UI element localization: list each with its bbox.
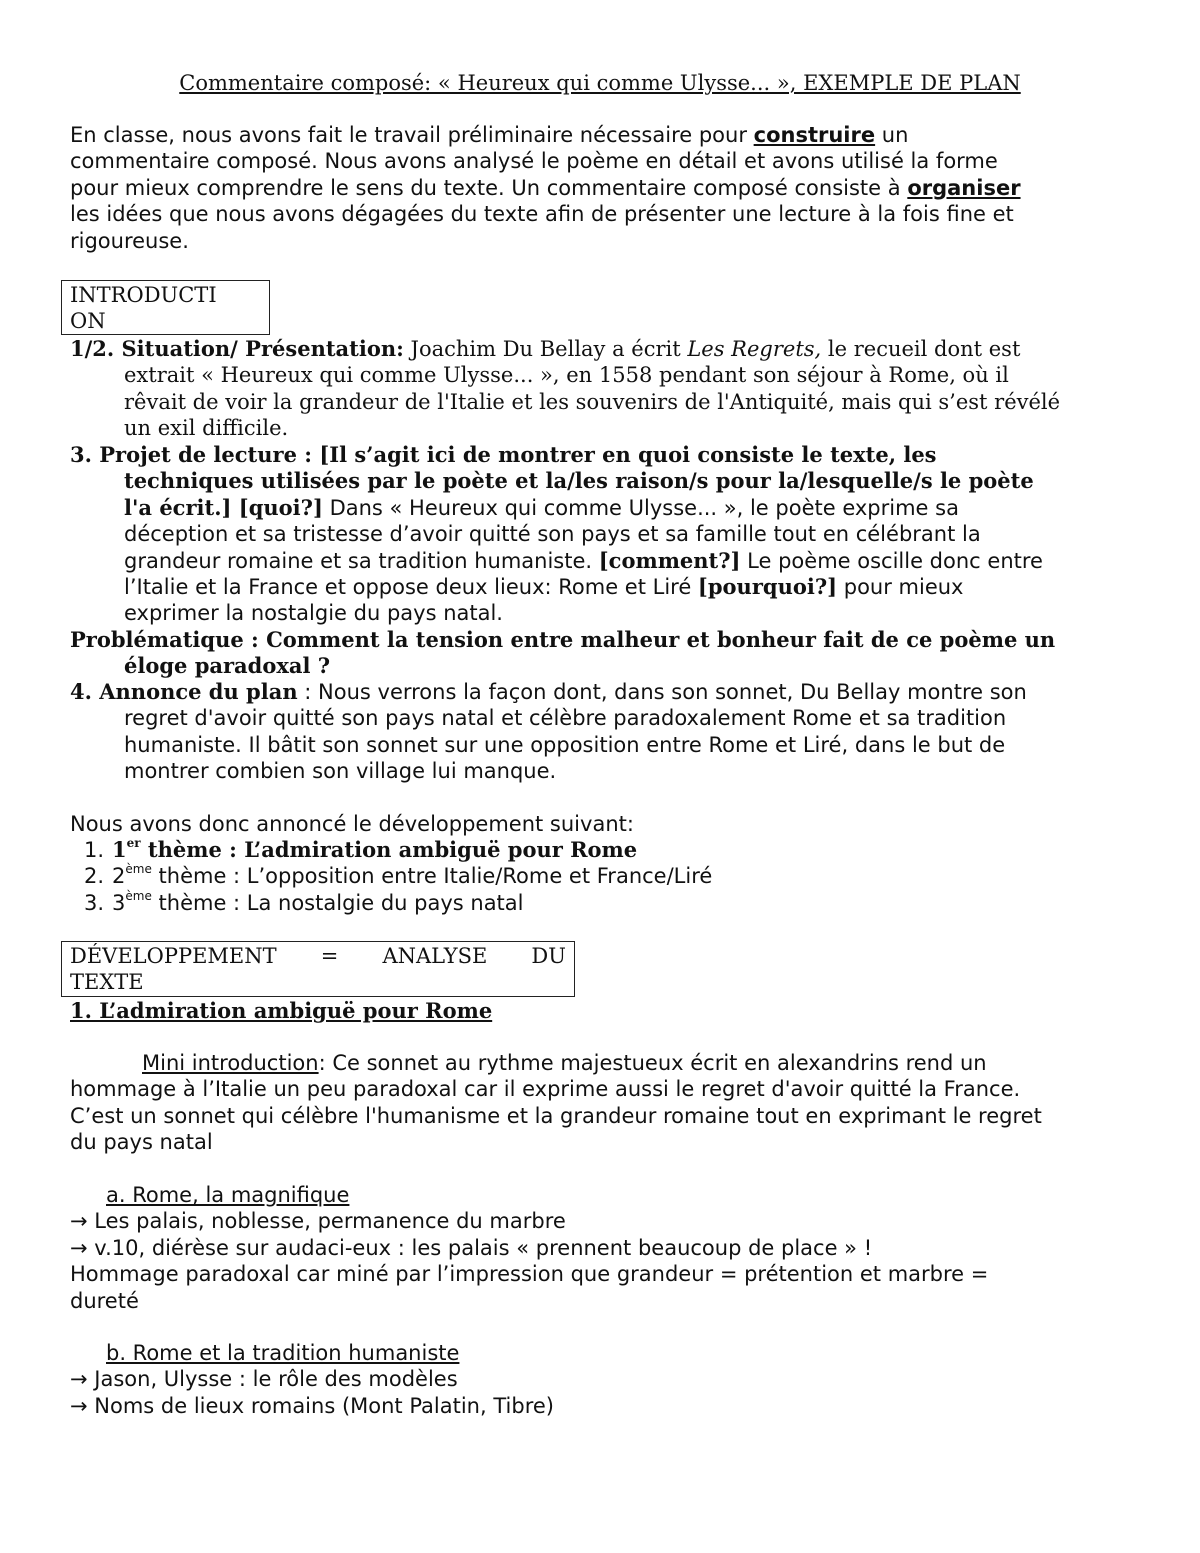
projet-text: l’Italie et la France et oppose deux lieux: Rome et Liré [124,574,698,599]
section-1-title-text: 1. L’admiration ambiguë pour Rome [70,998,493,1023]
projet-line-4: déception et sa tristesse d’avoir quitté son pays et sa famille tout en célébrant la [124,522,981,547]
arrow-right-icon: → [70,1235,88,1260]
theme-number: 2. [83,864,104,889]
theme-item [70,890,1130,916]
annonce-line-1 [70,679,1130,705]
mini-intro-label: Mini introduction [142,1051,319,1075]
theme-ordinal: 2 [112,864,126,889]
heading-word: ANALYSE [382,944,488,968]
bullet-item [70,1208,1130,1234]
emphasis-construire: construire [753,123,876,147]
introduction-heading-line-1: INTRODUCTI [70,283,217,307]
theme-item [70,837,1130,863]
theme-ordinal: 1 [112,837,127,862]
intro-text: pour mieux comprendre le sens du texte. Un commentaire composé consiste à [70,175,908,200]
projet-line-3 [70,495,1130,521]
theme-ordinal-suffix: ème [125,862,152,877]
intro-line-4: les idées que nous avons dégagées du texte afin de présenter une lecture à la fois fine et [70,202,1014,227]
projet-line-5 [70,548,1130,574]
projet-pourquoi: [pourquoi?] [697,573,838,599]
projet-comment: [comment?] [598,547,741,573]
situation-line-3: rêvait de voir la grandeur de l'Italie et les souvenirs de l'Antiquité, mais qui s’est révélé [124,389,1061,414]
subsection-b-title: b. Rome et la tradition humaniste [106,1341,460,1365]
situation-line-4: un exil difficile. [124,416,289,441]
situation-text: Joachim Du Bellay a écrit [403,337,688,361]
subsection-a-line-4: dureté [70,1288,139,1313]
problematique-line-2: éloge paradoxal ? [124,653,331,679]
theme-ordinal: 3 [112,890,126,915]
intro-paragraph [70,122,1130,254]
annonce-section [70,679,1130,785]
annonce-line-3: humaniste. Il bâtit son sonnet sur une opposition entre Rome et Liré, dans le but de [124,732,1006,757]
annonce-line-2: regret d'avoir quitté son pays natal et célèbre paradoxalement Rome et sa tradition [124,706,1007,731]
mini-intro-text: : Ce sonnet au rythme majestueux écrit en alexandrins rend un [318,1051,987,1075]
bullet-item [70,1235,1130,1261]
mini-intro-line-3: C’est un sonnet qui célèbre l'humanisme et la grandeur romaine tout en exprimant le regret [70,1103,1042,1128]
arrow-right-icon: → [70,1209,88,1234]
projet-line-1: 3. Projet de lecture : [Il s’agit ici de montrer en quoi consiste le texte, les [70,442,937,467]
intro-text: En classe, nous avons fait le travail préliminaire nécessaire pour [70,123,754,147]
developpement-heading-line-2: TEXTE [70,970,144,995]
situation-section [70,336,1130,442]
intro-line-5: rigoureuse. [70,228,189,253]
heading-word: DÉVELOPPEMENT [70,944,277,968]
projet-line-7: exprimer la nostalgie du pays natal. [124,601,503,626]
heading-word: DU [531,944,566,968]
intro-line-1 [70,122,1130,148]
subsection-a-line-3: Hommage paradoxal car miné par l’impression que grandeur = prétention et marbre = [70,1262,989,1287]
theme-item [70,863,1130,889]
annonce-line-4: montrer combien son village lui manque. [124,759,557,784]
subsection-b [70,1340,1130,1419]
theme-ordinal-suffix: ème [125,888,152,903]
developpement-heading-box [61,941,575,997]
theme-number: 1. [83,838,104,862]
arrow-right-icon: → [70,1393,88,1418]
projet-text: pour mieux [837,574,964,599]
problematique-line-1: Problématique : Comment la tension entre malheur et bonheur fait de ce poème un [70,627,1056,652]
bullet-text: Noms de lieux romains (Mont Palatin, Tibre) [87,1393,554,1418]
bullet-text: Les palais, noblesse, permanence du marbre [87,1209,566,1234]
annonce-text: : Nous verrons la façon dont, dans son sonnet, Du Bellay montre son [297,680,1027,704]
projet-line-6 [70,574,1130,600]
developpement-intro [70,811,1130,837]
projet-text: Dans « Heureux qui comme Ulysse... », le poète exprime sa [322,495,959,520]
themes-list [70,837,1130,916]
emphasis-organiser: organiser [907,175,1021,200]
situation-label: 1/2. Situation/ Présentation: [70,336,404,361]
developpement-heading-line-1 [70,943,566,969]
book-title-les-regrets: Les Regrets, [687,337,822,361]
section-1-title [70,998,1130,1024]
arrow-right-icon: → [70,1367,88,1392]
subsection-a-title: a. Rome, la magnifique [106,1183,350,1207]
introduction-heading-box [61,280,270,335]
subsection-a [70,1182,1130,1314]
heading-word: = [320,944,339,968]
situation-line-2: extrait « Heureux qui comme Ulysse... », en 1558 pendant son séjour à Rome, où il [124,363,1009,388]
problematique-section [70,627,1130,680]
intro-line-3 [70,175,1130,201]
mini-intro-line-1 [70,1050,1130,1076]
bullet-text: Jason, Ulysse : le rôle des modèles [87,1367,458,1392]
page-title: Commentaire composé: « Heureux qui comme Ulysse... », EXEMPLE DE PLAN [179,71,1021,95]
bullet-item [70,1366,1130,1392]
theme-text: thème : La nostalgie du pays natal [151,890,524,915]
projet-line-2: techniques utilisées par le poète et la/les raison/s pour la/lesquelle/s le poète [124,468,1034,494]
intro-line-2: commentaire composé. Nous avons analysé le poème en détail et avons utilisé la forme [70,149,998,174]
bullet-text: v.10, diérèse sur audaci-eux : les palais « prennent beaucoup de place » ! [87,1235,873,1260]
theme-text: thème : L’admiration ambiguë pour Rome [140,837,638,862]
situation-text: le recueil dont est [821,337,1021,361]
projet-section [70,442,1130,627]
theme-text: thème : L’opposition entre Italie/Rome et France/Liré [151,864,713,889]
mini-introduction [70,1050,1130,1156]
projet-text: Le poème oscille donc entre [740,548,1043,573]
projet-quoi: l'a écrit.] [quoi?] [124,494,323,520]
mini-intro-line-2: hommage à l’Italie un peu paradoxal car il exprime aussi le regret d'avoir quitté la France. [70,1077,1021,1102]
bullet-item [70,1393,1130,1419]
situation-line-1 [70,336,1130,362]
annonce-label: 4. Annonce du plan [70,679,298,704]
mini-intro-line-4: du pays natal [70,1130,213,1155]
theme-number: 3. [83,890,104,915]
projet-text: grandeur romaine et sa tradition humaniste. [124,548,599,573]
developpement-intro-text: Nous avons donc annoncé le développement suivant: [70,812,634,836]
theme-ordinal-suffix: er [126,836,141,850]
intro-text: un [875,123,909,147]
introduction-heading-line-2: ON [70,309,106,334]
